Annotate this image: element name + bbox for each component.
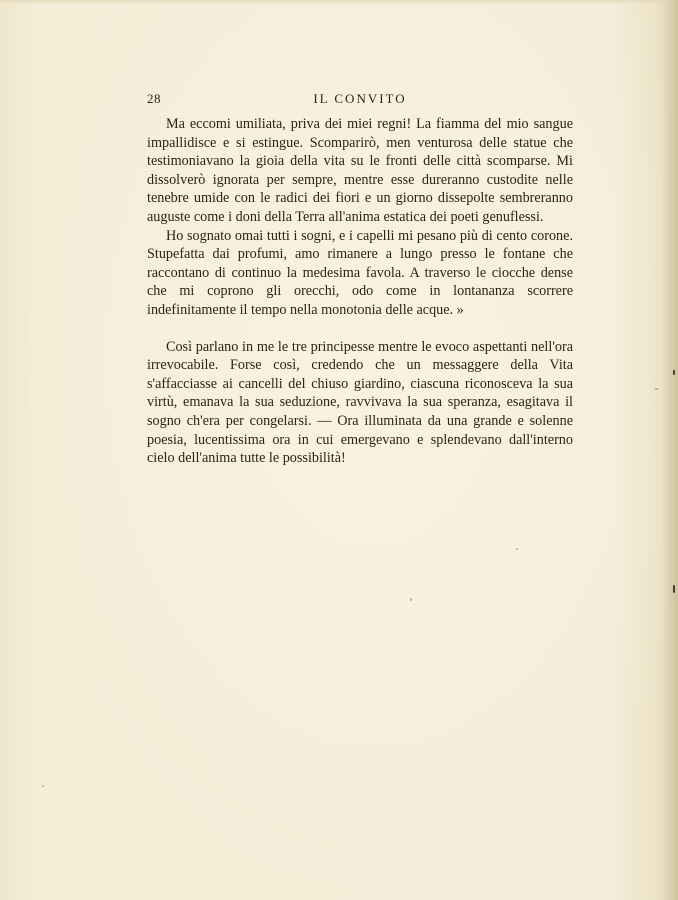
- paragraph: Così parlano in me le tre principesse mentre le evoco aspettanti nell'ora irrevocabile. Forse così, credendo che un messaggere della Vita s'affacciasse ai cancelli del chiuso giardino, ciascuna riconosceva la sua virtù, emanava la sua seduzione, ravvivava la sua speranza, esagitava il sogno ch'era per congelarsi. — Ora illuminata da una grande e solenne poesia, lucentissima ora in cui emergevano e splendevano dall'interno cielo dell'anima tutte le possibilità!: [147, 338, 573, 467]
- edge-mark: [673, 370, 675, 375]
- paper-speck: [42, 785, 44, 787]
- page-top-edge: [0, 0, 678, 4]
- running-header: [147, 91, 573, 111]
- paper-speck: [516, 548, 518, 550]
- paper-speck: [655, 388, 658, 390]
- edge-mark: [673, 585, 675, 593]
- paragraph: Ho sognato omai tutti i sogni, e i capelli mi pesano più di cento corone. Stupefatta dai profumi, amo rimanere a lungo presso le fontane che raccontano di continuo la medesima favola. A traverso le ciocche dense che mi coprono gli orecchi, odo come in lontananza scorrere indefinitamente il tempo nella monotonia delle acque. »: [147, 227, 573, 318]
- page-right-edge-shadow: [662, 0, 678, 900]
- running-title: IL CONVITO: [313, 91, 407, 106]
- paragraph: Ma eccomi umiliata, priva dei miei regni! La fiamma del mio sangue impallidisce e si estingue. Scomparirò, men venturosa delle statue che testimoniavano la gioia della vita su le fronti delle città scomparse. Mi dissolverò ignorata per sempre, mentre esse dureranno custodite nelle tenebre umide con le radici dei fiori e un giorno dissepolte sembreranno auguste come i doni della Terra all'anima estatica dei poeti genuflessi.: [147, 116, 573, 225]
- page-number: 28: [147, 91, 161, 106]
- body-text: [147, 115, 573, 468]
- paper-speck: [410, 598, 412, 601]
